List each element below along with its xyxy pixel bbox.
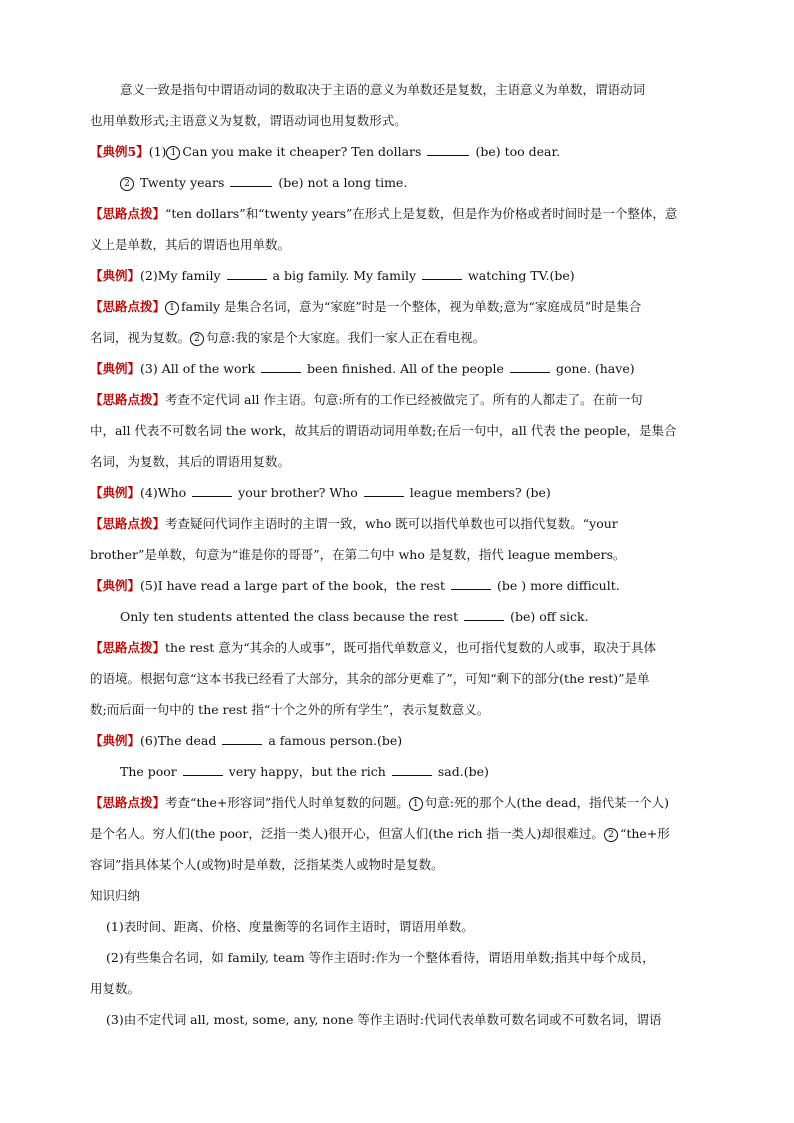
example-tag: 【思路点拨】: [90, 392, 166, 407]
circled-number: 2: [604, 828, 618, 842]
answer-blank[interactable]: [230, 174, 272, 187]
paragraph-text: “ten dollars”和“twenty years”在形式上是复数，但是作为价格或者时间时是一个整体，意: [165, 206, 678, 221]
text-line: [90, 508, 704, 539]
text-line: [90, 973, 704, 1004]
text-line: [90, 1004, 704, 1035]
text-line: [90, 353, 704, 384]
sentence-text: sad.(be): [437, 764, 489, 779]
text-line: [90, 446, 704, 477]
answer-blank[interactable]: [422, 267, 462, 280]
sentence-text: league members? (be): [409, 485, 551, 500]
sentence-text: been finished. All of the people: [307, 361, 504, 376]
answer-blank[interactable]: [183, 763, 223, 776]
answer-blank[interactable]: [510, 360, 550, 373]
sentence-text: (6)The dead: [140, 733, 217, 748]
sentence-text: Can you make it cheaper? Ten dollars: [182, 144, 422, 159]
text-line: [90, 74, 704, 105]
example-tag: 【典例】: [90, 733, 141, 748]
text-line: [90, 787, 704, 818]
sentence-text: Twenty years: [136, 175, 225, 190]
text-line: [90, 756, 704, 787]
circled-number: 2: [190, 332, 204, 346]
paragraph-text: 考查疑问代词作主语时的主谓一致，who 既可以指代单数也可以指代复数。“your: [165, 516, 618, 531]
circled-number: 1: [166, 146, 180, 160]
paragraph-text: 用复数。: [90, 981, 141, 996]
sentence-text: (be) off sick.: [510, 609, 589, 624]
paragraph-text: 容词”指具体某个人(或物)时是单数，泛指某类人或物时是复数。: [90, 857, 444, 872]
sentence-text: gone. (have): [555, 361, 635, 376]
sentence-text: 句意:我的家是个大家庭。我们一家人正在看电视。: [206, 330, 486, 345]
sentence-text: family 是集合名词，意为“家庭”时是一个整体，视为单数;意为“家庭成员”时是集合: [181, 299, 642, 314]
circled-number: 2: [120, 177, 134, 191]
paragraph-text: brother”是单数，句意为“谁是你的哥哥”，在第二句中 who 是复数，指代 league members。: [90, 547, 626, 562]
circled-number: 1: [165, 301, 179, 315]
text-line: [90, 291, 704, 322]
text-line: [90, 942, 704, 973]
example-tag: 【典例】: [90, 485, 141, 500]
text-line: [90, 198, 704, 229]
text-line: [90, 384, 704, 415]
example-tag: 【典例】: [90, 361, 141, 376]
paragraph-text: 名词，为复数，其后的谓语用复数。: [90, 454, 291, 469]
example-tag: 【典例】: [90, 268, 141, 283]
paragraph-text: 知识归纳: [90, 888, 141, 903]
sentence-text: (be) not a long time.: [278, 175, 408, 190]
answer-blank[interactable]: [261, 360, 301, 373]
answer-blank[interactable]: [364, 484, 404, 497]
example-tag: 【思路点拨】: [90, 795, 166, 810]
text-line: [90, 911, 704, 942]
text-line: [90, 632, 704, 663]
sentence-text: The poor: [120, 764, 177, 779]
paragraph-text: 的语境。根据句意“这本书我已经看了大部分，其余的部分更难了”，可知“剩下的部分(the rest)”是单: [90, 671, 650, 686]
paragraph-text: (1)表时间、距离、价格、度量衡等的名词作主语时，谓语用单数。: [106, 919, 474, 934]
example-tag: 【思路点拨】: [90, 206, 166, 221]
sentence-text: 考查“the+形容词”指代人时单复数的问题。: [165, 795, 409, 810]
sentence-text: 名词，视为复数。: [90, 330, 191, 345]
paragraph-text: 义上是单数，其后的谓语也用单数。: [90, 237, 291, 252]
paragraph-text: the rest 意为“其余的人或事”，既可指代单数意义，也可指代复数的人或事，取决于具体: [165, 640, 657, 655]
answer-blank[interactable]: [464, 608, 504, 621]
sentence-text: (4)Who: [140, 485, 187, 500]
answer-blank[interactable]: [222, 732, 262, 745]
sentence-text: Only ten students attented the class because the rest: [120, 609, 459, 624]
sentence-text: 句意:死的那个人(the dead，指代某一个人): [424, 795, 670, 810]
text-line: [90, 725, 704, 756]
sentence-text: “the+形: [619, 826, 670, 841]
text-line: [90, 415, 704, 446]
sentence-text: a big family. My family: [272, 268, 417, 283]
example-tag: 【思路点拨】: [90, 299, 166, 314]
document-page: [90, 74, 704, 1035]
example-tag: 【思路点拨】: [90, 516, 166, 531]
text-line: [90, 229, 704, 260]
text-line: [90, 849, 704, 880]
text-line: [90, 539, 704, 570]
text-line: [90, 601, 704, 632]
text-line: [90, 167, 704, 198]
sentence-text: (be) too dear.: [475, 144, 561, 159]
paragraph-text: 数;而后面一句中的 the rest 指“十个之外的所有学生”，表示复数意义。: [90, 702, 490, 717]
sentence-text: (3) All of the work: [140, 361, 256, 376]
sentence-text: (2)My family: [140, 268, 221, 283]
circled-number: 1: [409, 797, 423, 811]
sentence-text: (1): [148, 144, 167, 159]
text-line: [90, 105, 704, 136]
sentence-text: a famous person.(be): [268, 733, 403, 748]
text-line: [90, 694, 704, 725]
text-line: [90, 663, 704, 694]
paragraph-text: 考查不定代词 all 作主语。句意:所有的工作已经被做完了。所有的人都走了。在前一句: [165, 392, 643, 407]
sentence-text: (be ) more difficult.: [496, 578, 620, 593]
sentence-text: 是个名人。穷人们(the poor，泛指一类人)很开心，但富人们(the rich 指一类人)却很难过。: [90, 826, 604, 841]
sentence-text: (5)I have read a large part of the book，the rest: [140, 578, 445, 593]
answer-blank[interactable]: [192, 484, 232, 497]
paragraph-text: (3)由不定代词 all, most, some, any, none 等作主语时:代词代表单数可数名词或不可数名词，谓语: [106, 1012, 662, 1027]
example-tag: 【典例】: [90, 578, 141, 593]
text-line: [90, 260, 704, 291]
answer-blank[interactable]: [392, 763, 432, 776]
paragraph-text: 也用单数形式;主语意义为复数，谓语动词也用复数形式。: [90, 113, 407, 128]
text-line: [90, 880, 704, 911]
sentence-text: your brother? Who: [238, 485, 358, 500]
text-line: [90, 570, 704, 601]
text-line: [90, 477, 704, 508]
answer-blank[interactable]: [427, 143, 469, 156]
answer-blank[interactable]: [227, 267, 267, 280]
text-line: [90, 322, 704, 353]
example-tag: 【思路点拨】: [90, 640, 166, 655]
example-tag: 【典例5】: [90, 144, 149, 159]
sentence-text: very happy，but the rich: [228, 764, 386, 779]
text-line: [90, 818, 704, 849]
paragraph-text: 中，all 代表不可数名词 the work，故其后的谓语动词用单数;在后一句中，all 代表 the people，是集合: [90, 423, 677, 438]
paragraph-text: (2)有些集合名词，如 family, team 等作主语时:作为一个整体看待，谓语用单数;指其中每个成员，: [106, 950, 655, 965]
answer-blank[interactable]: [451, 577, 491, 590]
sentence-text: watching TV.(be): [468, 268, 575, 283]
text-line: [90, 136, 704, 167]
paragraph-text: 意义一致是指句中谓语动词的数取决于主语的意义为单数还是复数，主语意义为单数，谓语动词: [120, 82, 646, 97]
